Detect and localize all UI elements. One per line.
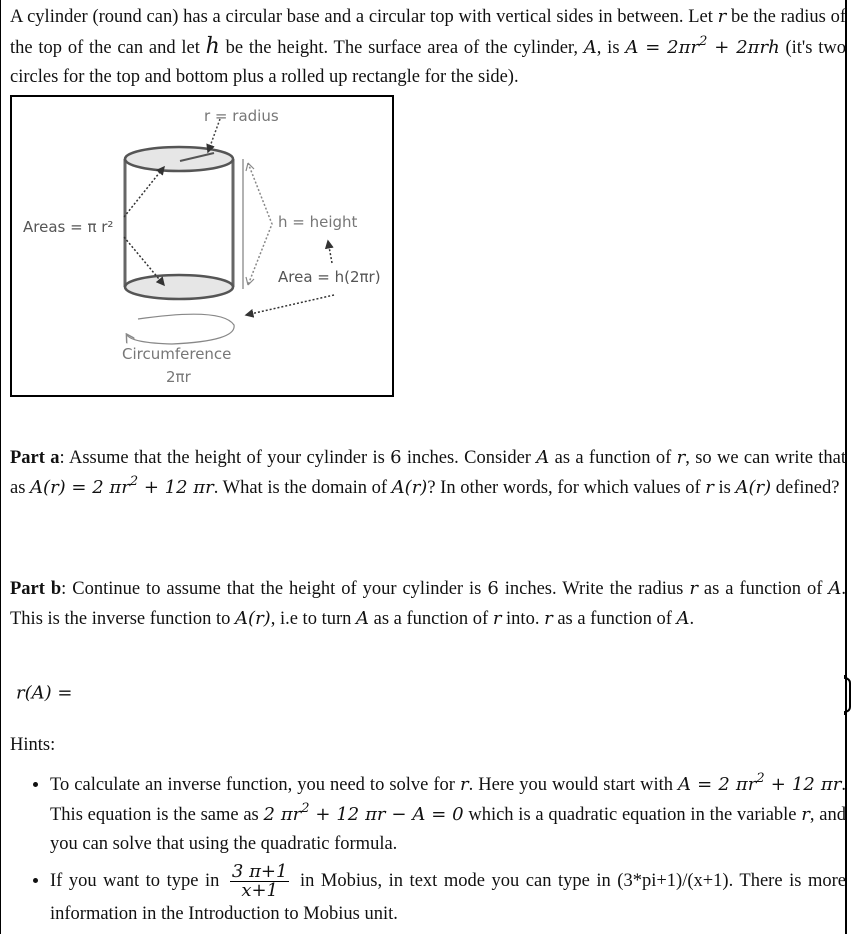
bottom-circle <box>125 275 233 299</box>
hints-title: Hints: <box>10 735 56 755</box>
hint-item: • If you want to type in $\frac{3 \pi+1}{x+1}$ in Mobius, in text mode you can type in (3*pi+1)/(x+1). There is more information in the Introduction to Mobius unit. <box>50 863 846 929</box>
part-b-title: Part b <box>10 579 62 599</box>
label-side-area: Area = h(2πr) <box>278 268 381 286</box>
label-areas: Areas = π r² <box>23 218 114 236</box>
hints-list <box>0 770 846 933</box>
label-circumference: Circumference <box>122 345 232 363</box>
part-b: Part b: Continue to assume that the height of your cylinder is 6 inches. Write the radius r as a function of A. This is the inverse function to A(r), i.e to turn A as a function of r into. r as a function of A. <box>10 578 846 629</box>
intro-text: be the height. The surface area of the cylinder, <box>219 38 584 58</box>
top-circle <box>125 147 233 171</box>
answer-label: r(A) = <box>16 682 73 704</box>
label-radius: r = radius <box>204 107 279 125</box>
part-a-title: Part a <box>10 448 60 468</box>
var-r: r <box>717 6 727 27</box>
cylinder-diagram <box>10 95 394 397</box>
var-A: A <box>583 37 597 58</box>
part-a: Part a: Assume that the height of your cylinder is 6 inches. Consider A as a function of r, so we can write that as A(r) = 2 $\pi r^2 + 12$ πr. What is the domain of A(r)? In other words, for which values of r is A(r) defined? <box>10 447 846 498</box>
intro-text: (it's two circles for the top and bottom plus a rolled up rectangle for the side). <box>10 38 846 87</box>
intro-paragraph <box>10 2 846 92</box>
answer-input[interactable] <box>77 682 377 706</box>
intro-text: be the radius of the top of the can and let <box>10 7 846 58</box>
label-height: h = height <box>278 213 358 231</box>
fraction: $\frac{3 \pi+1}{x+1}$ <box>231 861 288 901</box>
label-circumference-formula: 2πr <box>166 368 191 386</box>
hint-item: • To calculate an inverse function, you need to solve for r. Here you would start with A = 2 $\pi r^2 + 12$ πr. This equation is the same as 2 $\pi r^2 + 12$ πr − A = 0 which is a quadratic equation in the variable r, and you can solve that using the quadratic formula. <box>50 770 846 859</box>
intro-text: A cylinder (round can) has a circular base and a circular top with vertical sides in between. Let <box>10 7 718 27</box>
intro-text: , is <box>596 38 626 58</box>
height-value: 6 <box>390 447 402 468</box>
answer-row <box>16 682 377 706</box>
surface-area-formula: $A = 2\pi r^2 + 2\pi rh$ <box>625 34 780 58</box>
height-value: 6 <box>487 578 499 599</box>
var-h: h <box>205 34 220 59</box>
answer-bracket <box>843 675 853 715</box>
area-function: A(r) = 2 $\pi r^2 + 12$ πr <box>30 474 214 498</box>
